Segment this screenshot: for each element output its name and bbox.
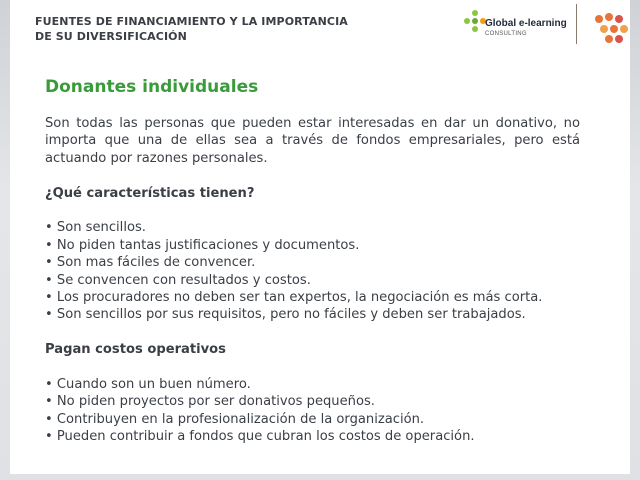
section-heading-operating-costs: Pagan costos operativos (45, 342, 226, 358)
list-item: • Pueden contribuir a fondos que cubran los costos de operación. (45, 429, 475, 445)
page-title: Donantes individuales (45, 77, 259, 97)
list-item: • Se convencen con resultados y costos. (45, 272, 311, 288)
list-item: • Cuando son un buen número. (45, 377, 251, 393)
list-item: • Son sencillos. (45, 220, 146, 236)
logo-name: Global e-learning (485, 18, 567, 29)
list-item: • Son mas fáciles de convencer. (45, 255, 256, 271)
slide-content (45, 115, 580, 446)
logo-subtitle: CONSULTING (485, 31, 527, 37)
section-heading-characteristics: ¿Qué características tienen? (45, 185, 255, 201)
slide-header (10, 0, 630, 50)
logo-divider (576, 4, 577, 44)
header-title-line1: FUENTES DE FINANCIAMIENTO Y LA IMPORTANCIA (35, 15, 348, 28)
global-elearning-logo (464, 8, 569, 42)
list-item: • Contribuyen en la profesionalización de la organización. (45, 411, 425, 427)
header-title (35, 14, 348, 44)
partner-logo (585, 4, 633, 44)
list-item: • Son sencillos por sus requisitos, pero no fáciles y deben ser trabajados. (45, 307, 526, 323)
intro-paragraph: Son todas las personas que pueden estar interesadas en dar un donativo, no importa que una de ellas sea a través de fondos empresariales, pero está actuando por razones personales. (45, 116, 580, 166)
list-item: • No piden tantas justificaciones y documentos. (45, 237, 360, 253)
logo-dots-icon (464, 10, 486, 32)
people-icon (593, 13, 633, 43)
list-item: • No piden proyectos por ser donativos pequeños. (45, 394, 375, 410)
header-title-line2: DE SU DIVERSIFICACIÓN (35, 30, 187, 43)
list-item: • Los procuradores no deben ser tan expertos, la negociación es más corta. (45, 290, 543, 306)
